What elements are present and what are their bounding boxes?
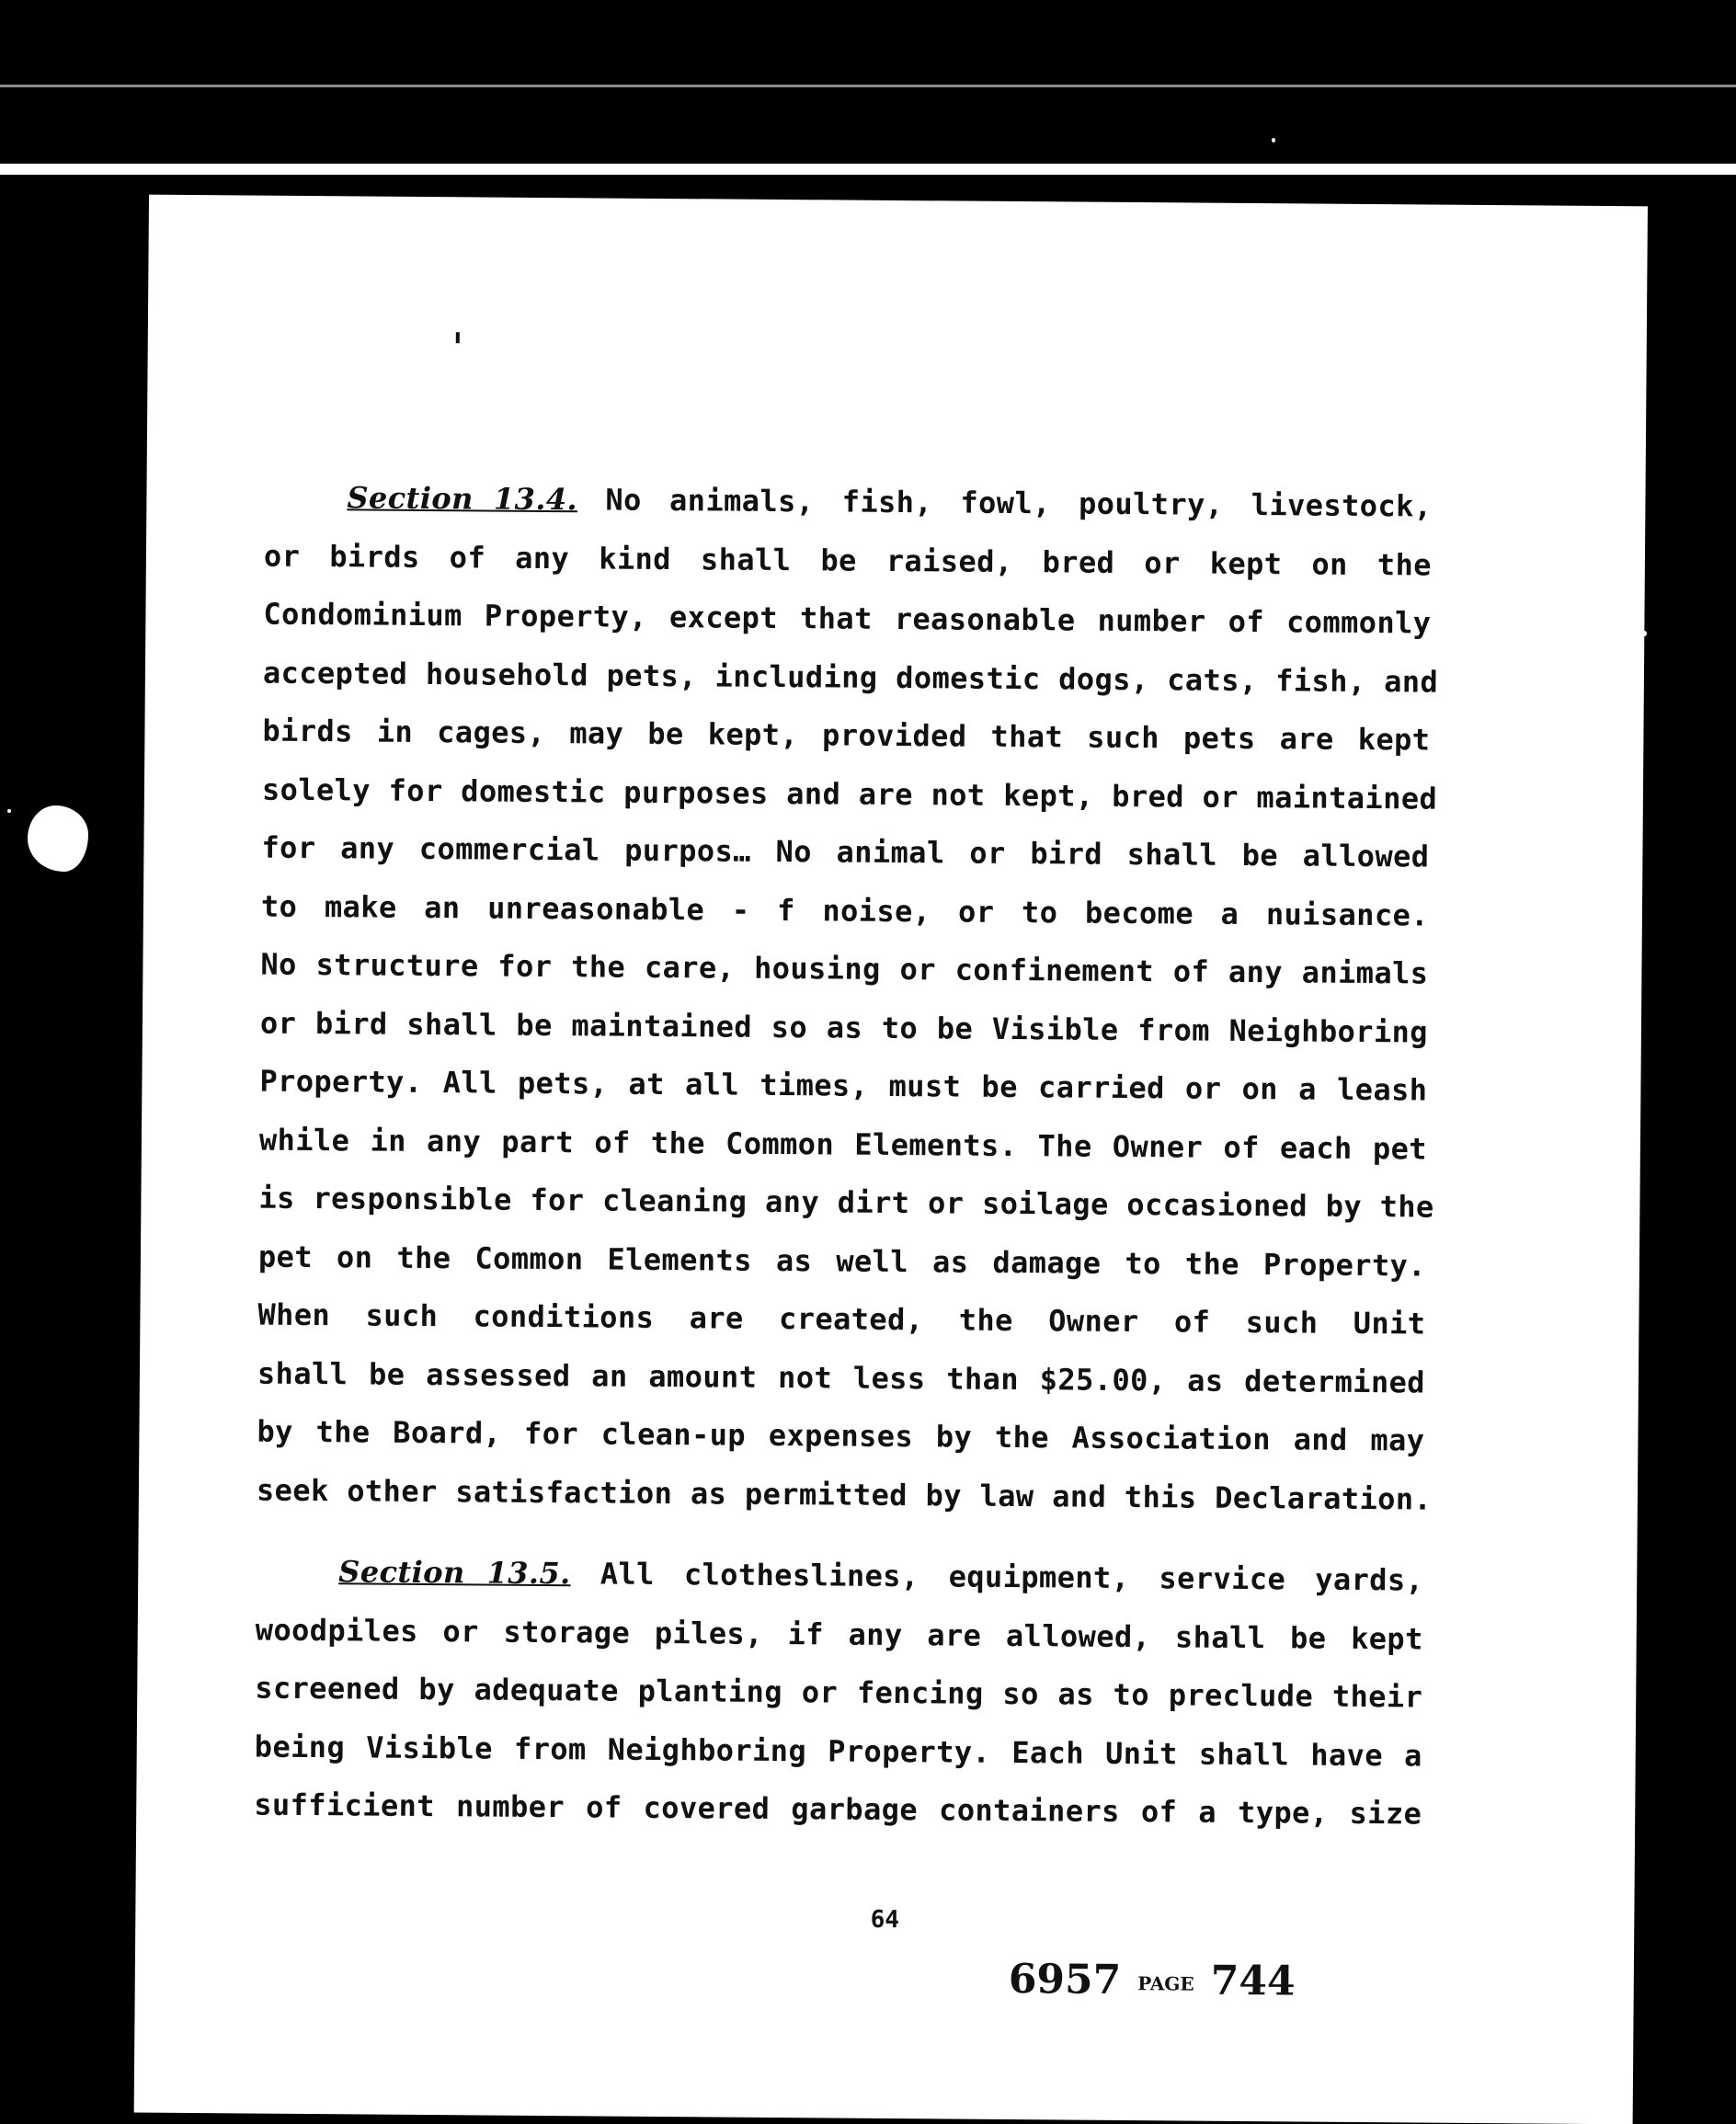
text-line: is responsible for cleaning any dirt or soilage occasioned by the: [258, 1180, 1434, 1225]
text-line: screened by adequate planting or fencing so as to preclude their: [255, 1670, 1423, 1715]
text-line: seek other satisfaction as permitted by law and this Declaration.: [256, 1472, 1433, 1517]
text-line: Property. All pets, at all times, must be carried or on a leash: [259, 1063, 1428, 1108]
text-line: woodpiles or storage piles, if any are allowed, shall be kept: [255, 1612, 1423, 1657]
text-line: [264, 469, 1432, 536]
text-line: or bird shall be maintained so as to be Visible from Neighboring: [259, 1005, 1429, 1050]
text-line: [256, 1543, 1423, 1610]
book-number: 6957: [1008, 1956, 1122, 2004]
text-line: being Visible from Neighboring Property. Each Unit shall have a: [254, 1729, 1422, 1774]
paragraph-section-13-4: [256, 469, 1439, 1529]
section-heading: Section 13.5.: [338, 1554, 571, 1592]
paragraph-section-13-5: [254, 1543, 1423, 1844]
text-line: When such conditions are created, the Owner of such Unit: [257, 1296, 1426, 1342]
page-word: PAGE: [1137, 1972, 1194, 1995]
scan-mark: [456, 332, 460, 343]
text-line: for any commercial purpos… No animal or bird shall be allowed: [261, 829, 1430, 874]
text-line: to make an unreasonable - f noise, or to become a nuisance.: [260, 888, 1430, 933]
text-line: while in any part of the Common Elements. The Owner of each pet: [258, 1122, 1428, 1167]
text-line: by the Board, for clean-up expenses by the Association and may: [257, 1413, 1425, 1458]
text-line: birds in cages, may be kept, provided that such pets are kept: [262, 713, 1431, 758]
scan-speck: [7, 809, 11, 813]
text-line: Condominium Property, except that reasonable number of commonly: [263, 596, 1432, 641]
text-line: sufficient number of covered garbage containers of a type, size: [254, 1787, 1422, 1832]
scan-top-rule: [0, 164, 1736, 175]
scan-top-rule-thin: [0, 85, 1736, 87]
text-line: No structure for the care, housing or confinement of any animals: [260, 946, 1429, 991]
scan-artifact-blob: [28, 805, 88, 872]
book-page-number: 744: [1210, 1957, 1296, 2005]
text-line-content: No animals, fish, fowl, poultry, livestock,: [605, 482, 1433, 524]
section-heading: Section 13.4.: [347, 480, 578, 518]
page-number: 64: [870, 1905, 900, 1935]
text-line: pet on the Common Elements as well as damage to the Property.: [257, 1239, 1427, 1284]
text-line-content: All clotheslines, equipment, service yards,: [600, 1556, 1424, 1598]
text-line: or birds of any kind shall be raised, bred or kept on the: [263, 538, 1433, 583]
scan-speck: [1272, 138, 1275, 143]
document-page: [134, 195, 1648, 2124]
book-page-reference: [1009, 1956, 1296, 2004]
text-line: accepted household pets, including domestic dogs, cats, fish, and: [262, 655, 1439, 700]
text-line: shall be assessed an amount not less than $25.00, as determined: [257, 1355, 1426, 1400]
text-line: solely for domestic purposes and are not kept, bred or maintained: [261, 771, 1438, 816]
